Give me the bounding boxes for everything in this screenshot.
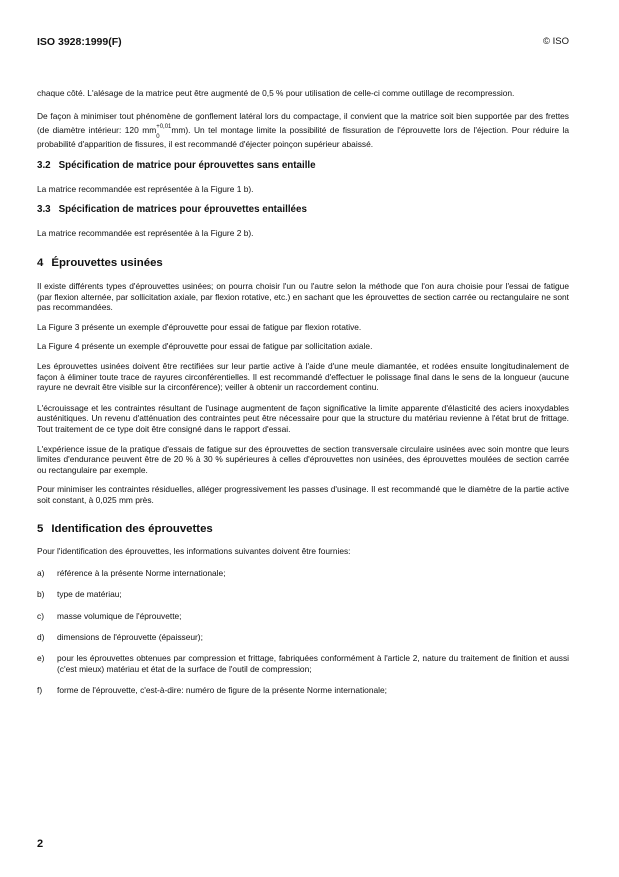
section-title: Identification des éprouvettes — [51, 522, 213, 535]
section-title: Spécification de matrice pour éprouvettes sans entaille — [58, 160, 316, 172]
document-id: ISO 3928:1999(F) — [37, 36, 122, 48]
list-text: type de matériau; — [57, 589, 122, 600]
list-text: référence à la présente Norme internationale; — [57, 567, 226, 578]
section-number: 3.3 — [37, 204, 51, 216]
paragraph: La matrice recommandée est représentée à la Figure 2 b). — [37, 227, 254, 238]
identification-list — [37, 568, 569, 696]
paragraph: Pour minimiser les contraintes résiduelles, alléger progressivement les passes d'usinage. Il est recommandé que le diamètre de la partie active soit constant, à 0,025 mm près. — [37, 484, 569, 505]
list-item — [37, 589, 569, 599]
paragraph: La Figure 3 présente un exemple d'éprouvette pour essai de fatigue par flexion rotative. — [37, 321, 362, 332]
tolerance-superscript — [156, 124, 172, 141]
list-label: c) — [37, 610, 44, 621]
section-heading-5 — [37, 524, 569, 534]
list-text: dimensions de l'éprouvette (épaisseur); — [57, 631, 203, 642]
list-label: e) — [37, 653, 45, 664]
paragraph: L'écrouissage et les contraintes résultant de l'usinage augmentent de façon significative la limite apparente d'élasticité des aciers inoxydables austénitiques. Un revenu d'atténuation des contraintes peut être nécessaire pour que la structure du matériau revienne à l'état brut de frittage. Tout traitement de ce type doit être consigné dans le rapport d'essai. — [37, 402, 569, 434]
list-text: forme de l'éprouvette, c'est-à-dire: numéro de figure de la présente Norme internationale; — [57, 685, 387, 696]
paragraph: La Figure 4 présente un exemple d'éprouvette pour essai de fatigue par sollicitation axiale. — [37, 341, 373, 352]
list-item — [37, 568, 569, 578]
section-title: Éprouvettes usinées — [51, 257, 163, 270]
paragraph: Il existe différents types d'éprouvettes usinées; on pourra choisir l'un ou l'autre selon la méthode que l'on aura choisie pour l'essai de fatigue (par flexion alternée, par sollicitation axiale, par flexion rotative, etc.) en sachant que les éprouvettes de section carrée ou rectangulaire ne sont pas recommandées. — [37, 281, 569, 313]
page-content — [37, 88, 569, 696]
list-label: b) — [37, 589, 45, 600]
paragraph: La matrice recommandée est représentée à la Figure 1 b). — [37, 183, 254, 194]
tolerance-lower: 0 — [156, 134, 160, 141]
paragraph-text: De façon à minimiser tout phénomène de gonflement latéral lors du compactage, il convient que la matrice soit bien supportée par des frettes (de diamètre intérieur: 120 mm — [37, 111, 569, 136]
paragraph: Les éprouvettes usinées doivent être rectifiées sur leur partie active à l'aide d'une meule diamantée, et rodées ensuite longitudinalement de façon à éliminer toute trace de rayures circonférentielles. Il est recommandé d'effectuer le polissage final dans le sens de la longueur (aucune rayure ne devrait être visible sur la circonférence); veiller à obtenir un raccordement continu. — [37, 361, 569, 393]
list-label: a) — [37, 567, 45, 578]
list-text: pour les éprouvettes obtenues par compression et frittage, fabriquées conformément à l'article 2, nature du traitement de finition et aussi (c'est mieux) matériau et état de la surface de l'outil de compression; — [57, 653, 569, 674]
list-text: masse volumique de l'éprouvette; — [57, 610, 182, 621]
list-item — [37, 653, 569, 674]
list-item — [37, 685, 569, 695]
section-heading-3-3 — [37, 205, 569, 215]
list-item — [37, 611, 569, 621]
list-label: d) — [37, 631, 45, 642]
section-title: Spécification de matrices pour éprouvettes entaillées — [58, 204, 307, 216]
paragraph-frettes — [37, 109, 569, 151]
page-number: 2 — [37, 838, 44, 850]
paragraph: L'expérience issue de la pratique d'essais de fatigue sur des éprouvettes de section transversale circulaire usinées avec soin montre que leurs limites d'endurance peuvent être de 20 % à 30 % supérieures à celles d'éprouvettes non usinées, des éprouvettes moulées de section carrée ou rectangulaire par exemple. — [37, 443, 569, 475]
section-number: 3.2 — [37, 160, 51, 172]
paragraph: chaque côté. L'alésage de la matrice peut être augmenté de 0,5 % pour utilisation de celle-ci comme outillage de recompression. — [37, 88, 515, 98]
section-number: 5 — [37, 522, 44, 535]
copyright-notice: © ISO — [542, 36, 569, 47]
paragraph: Pour l'identification des éprouvettes, les informations suivantes doivent être fournies: — [37, 546, 351, 557]
section-heading-3-2 — [37, 161, 569, 171]
section-number: 4 — [37, 257, 44, 270]
paragraph-text: mm). Un tel montage limite la possibilité de fissuration de l'éprouvette lors de l'éjection. Pour réduire la probabilité d'apparition de fissures, il est recommandé d'éjecter poinçon supérieur abaissé. — [37, 125, 569, 150]
list-item — [37, 632, 569, 642]
list-label: f) — [37, 685, 43, 696]
section-heading-4 — [37, 258, 569, 268]
tolerance-upper: +0,01 — [156, 124, 172, 131]
